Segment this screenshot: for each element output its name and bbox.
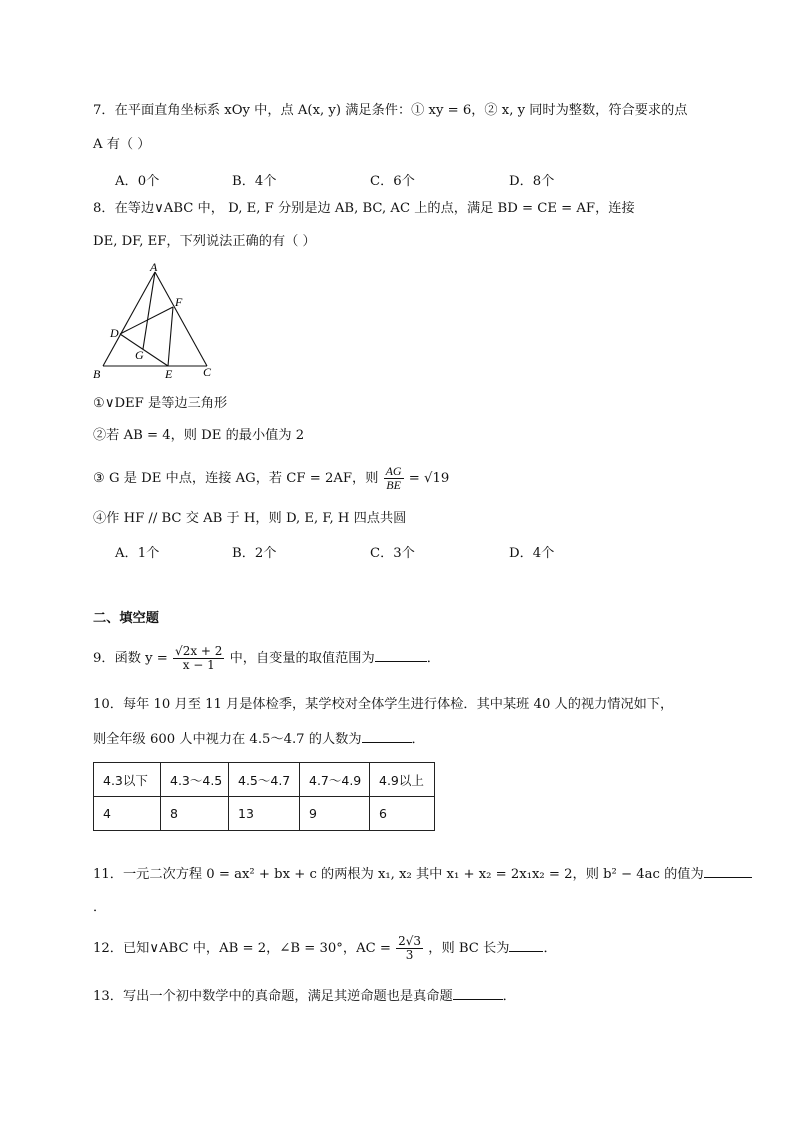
q7-line-2: A 有（ ） <box>93 137 151 152</box>
q13-blank <box>453 987 503 1000</box>
header-cell: 4.9以上 <box>370 763 435 797</box>
header-cell: 4.3～4.5 <box>161 763 229 797</box>
q10-blank <box>362 730 412 743</box>
value-cell: 9 <box>300 797 370 831</box>
q12-blank <box>509 939 543 952</box>
q8-statement-2: ②若 AB = 4，则 DE 的最小值为 2 <box>93 428 305 443</box>
q8-option-b: B．2个 <box>232 546 277 561</box>
label-a: A <box>150 262 158 274</box>
triangle-figure <box>88 262 223 382</box>
header-cell: 4.3以下 <box>94 763 161 797</box>
label-c: C <box>203 365 212 379</box>
value-cell: 4 <box>94 797 161 831</box>
value-cell: 8 <box>161 797 229 831</box>
q7-option-b: B．4个 <box>232 174 277 189</box>
vision-table <box>93 762 435 831</box>
q11-blank <box>704 865 752 878</box>
q12-line: 12．已知∨ABC 中，AB = 2，∠B = 30°，AC = $\frac{2√3}{3}$ ，则 BC 长为 ． <box>93 934 557 962</box>
segment-ef <box>168 307 173 366</box>
label-f: F <box>175 295 183 309</box>
q8-option-d: D．4个 <box>509 546 555 561</box>
label-b: B <box>93 367 101 381</box>
q9-blank <box>375 649 427 662</box>
q7-option-d: D．8个 <box>509 174 555 189</box>
q9-fraction: $\frac{√2x + 2}{x - 1}$ <box>175 644 223 672</box>
q7-option-c: C．6个 <box>370 174 415 189</box>
q11-end: ． <box>93 900 107 915</box>
table-header-row <box>94 763 435 797</box>
q8-s3-fraction: $\frac{AG}{BE}$ <box>385 464 402 492</box>
label-d: D <box>110 326 119 340</box>
q11-line: 11．一元二次方程 0 = ax² + bx + c 的两根为 x₁, x₂ 其中 x₁ + x₂ = 2x₁x₂ = 2，则 b² − 4ac 的值为 <box>93 865 752 884</box>
q7-line-1: 7．在平面直角坐标系 xOy 中，点 A(x, y) 满足条件：① xy = 6，② x, y 同时为整数，符合要求的点 <box>93 103 688 118</box>
q9-line: 9．函数 y = $\frac{√2x + 2}{x - 1}$ 中，自变量的取值范围为 ． <box>93 644 440 672</box>
q8-line-2: DE, DF, EF，下列说法正确的有（ ） <box>93 234 316 249</box>
label-e: E <box>165 367 173 381</box>
section-title: 二、填空题 <box>93 611 159 626</box>
q8-statement-1: ①∨DEF 是等边三角形 <box>93 396 228 411</box>
label-g: G <box>135 348 144 362</box>
header-cell: 4.7～4.9 <box>300 763 370 797</box>
q8-statement-4: ④作 HF // BC 交 AB 于 H，则 D, E, F, H 四点共圆 <box>93 511 407 526</box>
q10-line-1: 10．每年 10 月至 11 月是体检季，某学校对全体学生进行体检．其中某班 40 人的视力情况如下， <box>93 697 674 712</box>
value-cell: 13 <box>229 797 300 831</box>
segment-de <box>120 334 168 366</box>
q8-option-c: C．3个 <box>370 546 415 561</box>
q8-line-1: 8．在等边∨ABC 中， D, E, F 分别是边 AB, BC, AC 上的点，满足 BD = CE = AF，连接 <box>93 201 635 216</box>
side-ac <box>155 272 207 366</box>
table-value-row <box>94 797 435 831</box>
header-cell: 4.5～4.7 <box>229 763 300 797</box>
q8-option-a: A．1个 <box>115 546 160 561</box>
value-cell: 6 <box>370 797 435 831</box>
q13-line: 13．写出一个初中数学中的真命题，满足其逆命题也是真命题 ． <box>93 989 516 1004</box>
q10-line-2: 则全年级 600 人中视力在 4.5～4.7 的人数为 ． <box>93 732 425 747</box>
q7-option-a: A．0个 <box>115 174 160 189</box>
q8-statement-3: ③ G 是 DE 中点，连接 AG，若 CF = 2AF，则 $\frac{AG}{BE}$ = √19 <box>93 464 450 492</box>
q12-fraction: $\frac{2√3}{3}$ <box>398 934 422 962</box>
